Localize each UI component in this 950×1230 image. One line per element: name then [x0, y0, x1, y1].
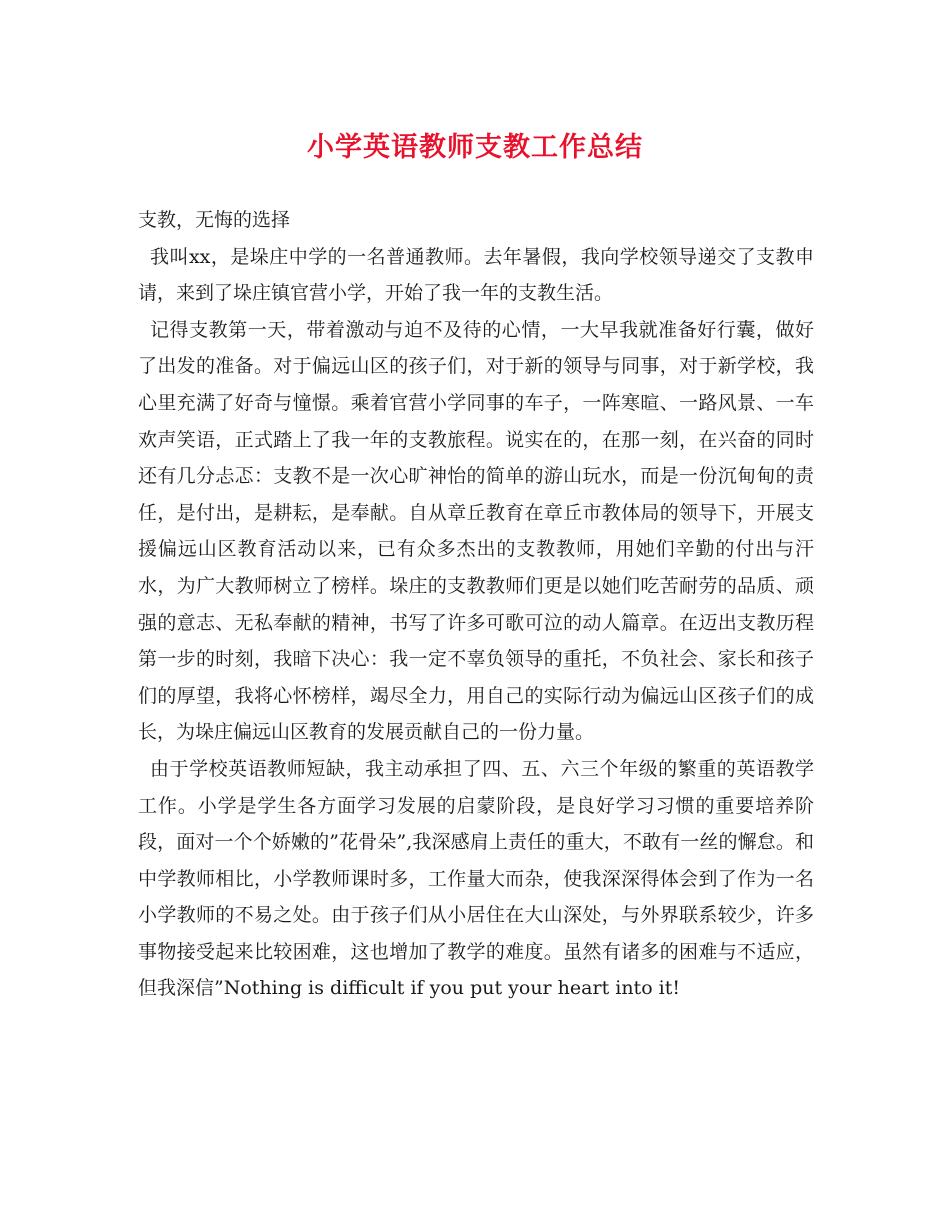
document-title: 小学英语教师支教工作总结: [307, 132, 643, 163]
paragraph-first-day: 记得支教第一天，带着激动与迫不及待的心情，一大早我就准备好行囊，做好了出发的准备。对于偏远山区的孩子们，对于新的领导与同事，对于新学校，我心里充满了好奇与憧憬。乘着官营小学同事的车子，一阵寒暄、一路风景、一车欢声笑语，正式踏上了我一年的支教旅程。说实在的，在那一刻，在兴奋的同时还有几分忐忑：支教不是一次心旷神怡的简单的游山玩水，而是一份沉甸甸的责任，是付出，是耕耘，是奉献。自从章丘教育在章丘市教体局的领导下，开展支援偏远山区教育活动以来，已有众多杰出的支教教师，用她们辛勤的付出与汗水，为广大教师树立了榜样。垛庄的支教教师们更是以她们吃苦耐劳的品质、顽强的意志、无私奉献的精神，书写了许多可歌可泣的动人篇章。在迈出支教历程第一步的时刻，我暗下决心：我一定不辜负领导的重托，不负社会、家长和孩子们的厚望，我将心怀榜样，竭尽全力，用自己的实际行动为偏远山区孩子们的成长，为垛庄偏远山区教育的发展贡献自己的一份力量。: [138, 318, 814, 744]
document-body: [138, 202, 814, 1007]
paragraph-teaching-work: 由于学校英语教师短缺，我主动承担了四、五、六三个年级的繁重的英语教学工作。小学是学生各方面学习发展的启蒙阶段，是良好学习习惯的重要培养阶段，面对一个个娇嫩的”花骨朵”,我深感肩上责任的重大，不敢有一丝的懈怠。和中学教师相比，小学教师课时多，工作量大而杂，使我深深得体会到了作为一名小学教师的不易之处。由于孩子们从小居住在大山深处，与外界联系较少，许多事物接受起来比较困难，这也增加了教学的难度。虽然有诸多的困难与不适应，但我深信”Nothing is difficult if you put your heart into it!: [138, 757, 814, 1000]
section-heading: 支教，无悔的选择: [138, 209, 291, 231]
paragraph-intro: 我叫xx，是垛庄中学的一名普通教师。去年暑假，我向学校领导递交了支教申请，来到了垛庄镇官营小学，开始了我一年的支教生活。: [138, 245, 814, 305]
